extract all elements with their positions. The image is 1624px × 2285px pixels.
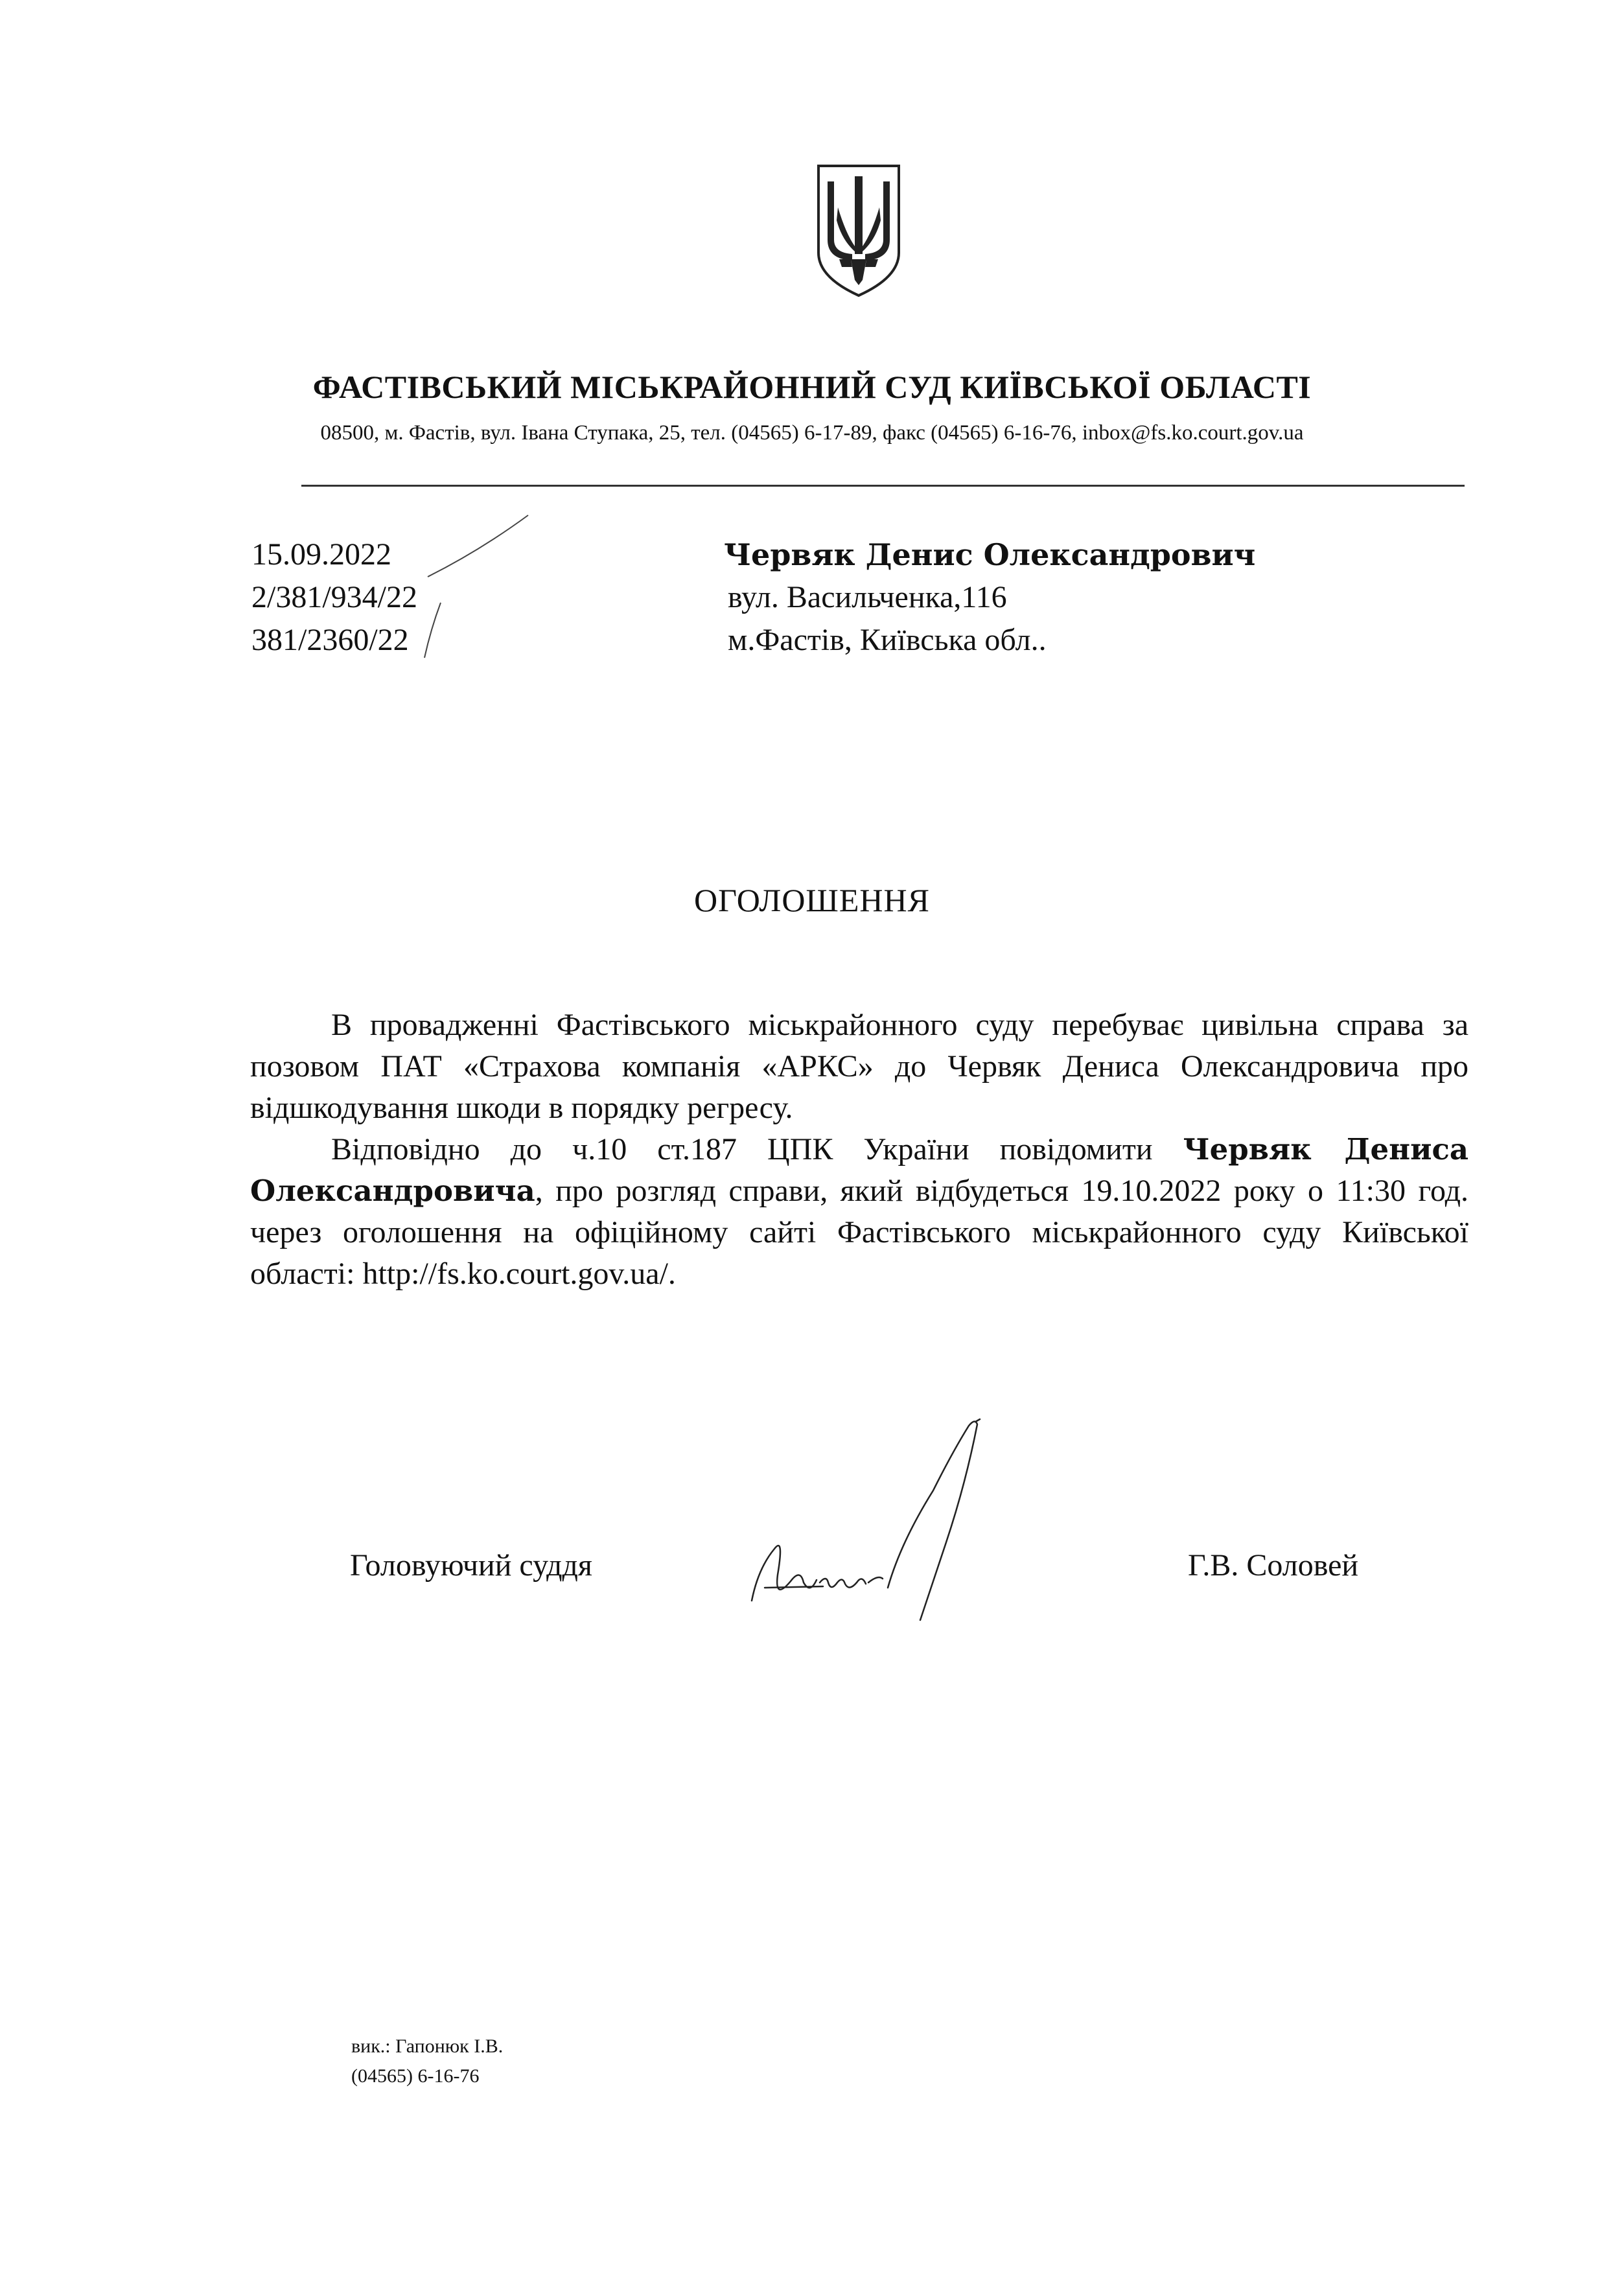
executor-phone: (04565) 6-16-76 [351,2065,480,2087]
announcement-title: ОГОЛОШЕННЯ [694,882,930,918]
paragraph-2-start: Відповідно до ч.10 ст.187 ЦПК України повідомити [331,1132,1183,1166]
announcement-body [250,1004,1468,1295]
executor-info [351,2032,503,2091]
case-number: 2/381/934/22 [251,580,418,614]
executor-label: вик.: Гапонюк І.В. [351,2036,504,2057]
trident-coat-of-arms-icon [813,162,904,298]
proceeding-number: 381/2360/22 [251,623,409,657]
court-title: ФАСТІВСЬКИЙ МІСЬКРАЙОННИЙ СУД КИЇВСЬКОЇ ОБЛАСТІ [312,369,1312,405]
addressee-block [724,533,1255,662]
letter-date: 15.09.2022 [251,537,391,572]
announcement-paragraph-2 [250,1129,1468,1295]
addressee-street: вул. Васильченка,116 [728,580,1007,614]
respondent-name: Червяк Дениса Олександровича [250,1132,1469,1208]
signer-role: Головуючий суддя [350,1548,592,1583]
signer-name: Г.В. Соловей [1188,1548,1359,1583]
header-divider [301,485,1465,487]
handwritten-stroke [402,512,531,661]
addressee-city: м.Фастів, Київська обл.. [728,623,1047,657]
court-address: 08500, м. Фастів, вул. Івана Ступака, 25, тел. (04565) 6-17-89, факс (04565) 6-16-76, inbox@fs.ko.court.gov.ua [320,421,1304,445]
announcement-paragraph-1: В провадженні Фастівського міськрайонного суду перебуває цивільна справа за позовом ПАТ «Страхова компанія «АРКС» до Червяк Дениса Олександровича про відшкодування шкоди в порядку регресу. [250,1008,1468,1125]
addressee-name: Червяк Денис Олександрович [724,537,1256,572]
paragraph-2-end: , про розгляд справи, який відбудеться 19.10.2022 року о 11:30 год. через оголошення на офіційному сайті Фастівського міськрайонного суду Київської області: http://fs.ko.court.gov.ua/. [250,1174,1468,1291]
reference-block [251,533,417,662]
handwritten-signature [739,1413,1024,1627]
